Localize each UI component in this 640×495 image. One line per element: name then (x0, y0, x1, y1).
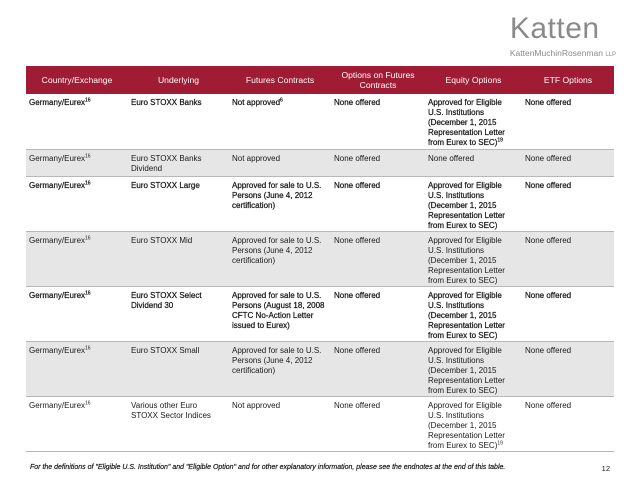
header-options-on-futures: Options on Futures Contracts (331, 66, 425, 94)
footnote: For the definitions of "Eligible U.S. Institution" and "Eligible Option" and for other explanatory information, please see the endnotes at the end of this table. (30, 464, 506, 471)
cell-etf-options: None offered (522, 341, 614, 396)
header-equity-options: Equity Options (425, 66, 522, 94)
katten-logo (510, 14, 616, 60)
table-row (26, 286, 614, 341)
cell-etf-options: None offered (522, 94, 614, 149)
cell-country: Germany/Eurex$^{16}$ (26, 94, 128, 149)
cell-etf-options: None offered (522, 231, 614, 286)
logo-subtitle (510, 48, 616, 60)
cell-underlying: Euro STOXX Banks (128, 94, 229, 149)
regulatory-status-table (26, 66, 614, 452)
cell-country: Germany/Eurex$^{16}$ (26, 286, 128, 341)
logo-wordmark: Katten (509, 12, 600, 45)
cell-futures: Not approved (229, 396, 331, 451)
cell-country: Germany/Eurex$^{16}$ (26, 176, 128, 231)
cell-options-on-futures: None offered (331, 176, 425, 231)
cell-options-on-futures: None offered (331, 341, 425, 396)
cell-futures: Not approved (229, 149, 331, 176)
header-futures-contracts: Futures Contracts (229, 66, 331, 94)
table-row (26, 176, 614, 231)
cell-equity-options: Approved for Eligible U.S. Institutions (December 1, 2015 Representation Letter from Eurex to SEC)$^{19}$ (425, 396, 522, 451)
cell-futures: Approved for sale to U.S. Persons (August 18, 2008 CFTC No-Action Letter issued to Eurex) (229, 286, 331, 341)
cell-futures: Approved for sale to U.S. Persons (June 4, 2012 certification) (229, 176, 331, 231)
cell-options-on-futures: None offered (331, 94, 425, 149)
cell-equity-options: Approved for Eligible U.S. Institutions (December 1, 2015 Representation Letter from Eurex to SEC) (425, 341, 522, 396)
table-header-row (26, 66, 614, 94)
cell-options-on-futures: None offered (331, 286, 425, 341)
cell-equity-options: Approved for Eligible U.S. Institutions (December 1, 2015 Representation Letter from Eurex to SEC) (425, 286, 522, 341)
cell-futures: Approved for sale to U.S. Persons (June 4, 2012 certification) (229, 231, 331, 286)
cell-futures: Not approved$^6$ (229, 94, 331, 149)
cell-options-on-futures: None offered (331, 149, 425, 176)
cell-equity-options: Approved for Eligible U.S. Institutions (December 1, 2015 Representation Letter from Eurex to SEC)$^{19}$ (425, 94, 522, 149)
cell-country: Germany/Eurex$^{16}$ (26, 231, 128, 286)
cell-underlying: Euro STOXX Select Dividend 30 (128, 286, 229, 341)
cell-options-on-futures: None offered (331, 396, 425, 451)
cell-etf-options: None offered (522, 396, 614, 451)
cell-underlying: Euro STOXX Mid (128, 231, 229, 286)
page-number: 12 (601, 464, 610, 473)
cell-country: Germany/Eurex$^{16}$ (26, 149, 128, 176)
cell-underlying: Euro STOXX Banks Dividend (128, 149, 229, 176)
cell-options-on-futures: None offered (331, 231, 425, 286)
table-row (26, 396, 614, 451)
header-country-exchange: Country/Exchange (26, 66, 128, 94)
header-underlying: Underlying (128, 66, 229, 94)
header-etf-options: ETF Options (522, 66, 614, 94)
table-row (26, 149, 614, 176)
cell-etf-options: None offered (522, 149, 614, 176)
table-row (26, 231, 614, 286)
cell-equity-options: Approved for Eligible U.S. Institutions (December 1, 2015 Representation Letter from Eurex to SEC) (425, 176, 522, 231)
cell-futures: Approved for sale to U.S. Persons (June 4, 2012 certification) (229, 341, 331, 396)
table-row (26, 341, 614, 396)
table-body (26, 94, 614, 451)
cell-etf-options: None offered (522, 286, 614, 341)
cell-underlying: Euro STOXX Small (128, 341, 229, 396)
cell-underlying: Various other Euro STOXX Sector Indices (128, 396, 229, 451)
cell-etf-options: None offered (522, 176, 614, 231)
cell-equity-options: Approved for Eligible U.S. Institutions (December 1, 2015 Representation Letter from Eurex to SEC) (425, 231, 522, 286)
cell-underlying: Euro STOXX Large (128, 176, 229, 231)
cell-equity-options: None offered (425, 149, 522, 176)
table-row (26, 94, 614, 149)
logo-llp: LLP (605, 52, 616, 58)
cell-country: Germany/Eurex$^{16}$ (26, 341, 128, 396)
cell-country: Germany/Eurex$^{16}$ (26, 396, 128, 451)
logo-firm-name: KattenMuchinRosenman (509, 48, 603, 58)
